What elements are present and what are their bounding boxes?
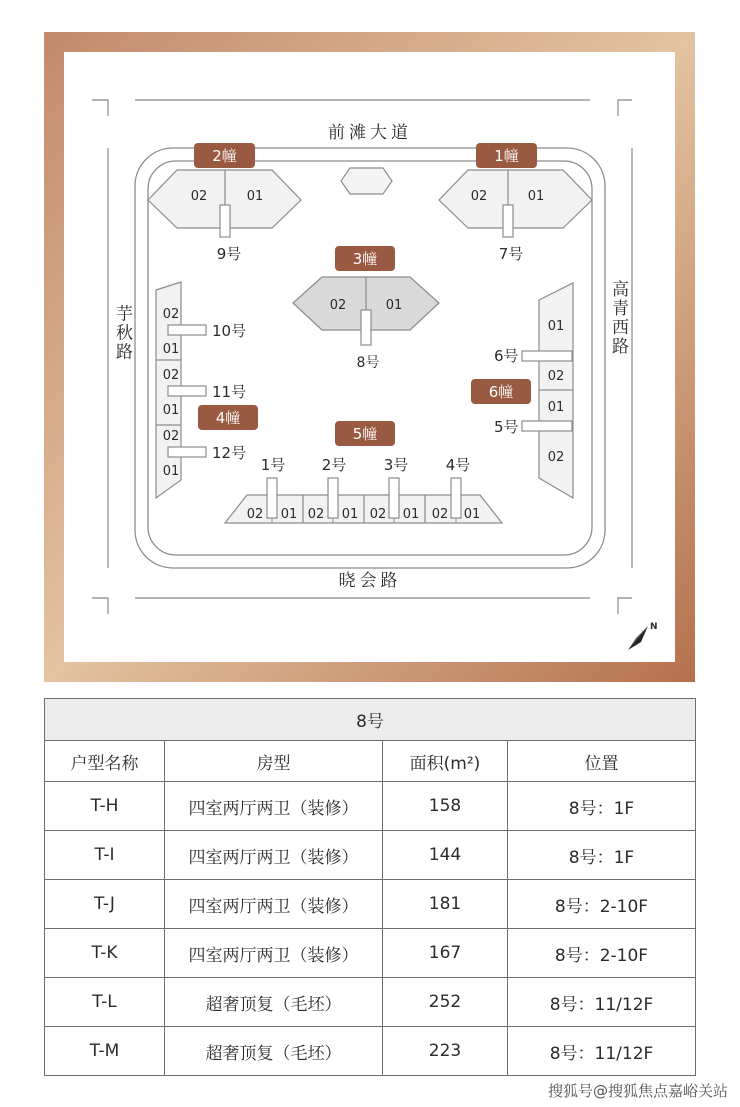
unit-code: 01: [246, 189, 264, 204]
table-cell: T-I: [45, 831, 165, 880]
svg-text:1幢: 1幢: [494, 147, 519, 165]
table-row: [45, 782, 696, 831]
unit-code: 01: [547, 400, 565, 415]
unit-type-table: [44, 698, 696, 1076]
table-cell: 四室两厅两卫（装修）: [165, 880, 383, 929]
table-row: [45, 831, 696, 880]
unit-code: 02: [431, 507, 449, 522]
table-cell: 8号：1F: [508, 831, 696, 880]
unit-code: 01: [527, 189, 545, 204]
amenity-hexagon: [341, 168, 392, 194]
table-cell: 8号：11/12F: [508, 1027, 696, 1076]
unit-code: 02: [547, 450, 565, 465]
table-cell: 144: [383, 831, 508, 880]
table-cell: 8号：2-10F: [508, 929, 696, 978]
watermark: 搜狐号@搜狐焦点嘉峪关站: [547, 1082, 728, 1100]
unit-code: 01: [385, 298, 403, 313]
unit-number-12: 12号: [212, 444, 247, 462]
table-row: [45, 880, 696, 929]
table-cell: T-H: [45, 782, 165, 831]
unit-number-2: 2号: [321, 456, 347, 474]
table-cell: 8号：2-10F: [508, 880, 696, 929]
street-east: 高青西路: [608, 280, 628, 356]
street-north: 前滩大道: [328, 123, 412, 143]
column-header: 面积(m²): [383, 741, 508, 782]
street-west: 芋秋路: [112, 304, 132, 362]
unit-code: 01: [463, 507, 481, 522]
unit-code: 02: [190, 189, 208, 204]
building-label-3: [335, 246, 395, 271]
table-title: 8号: [45, 699, 696, 741]
unit-code: 01: [402, 507, 420, 522]
svg-text:6幢: 6幢: [488, 383, 514, 401]
unit-code: 02: [307, 507, 325, 522]
unit-code: 01: [280, 507, 298, 522]
column-header: 位置: [508, 741, 696, 782]
unit-code: 02: [329, 298, 347, 313]
unit-number-1: 1号: [260, 456, 286, 474]
table-cell: T-K: [45, 929, 165, 978]
svg-text:2幢: 2幢: [212, 147, 237, 165]
table-cell: 8号：1F: [508, 782, 696, 831]
table-cell: 252: [383, 978, 508, 1027]
unit-code: 02: [547, 369, 565, 384]
table-cell: T-J: [45, 880, 165, 929]
unit-code: 01: [547, 319, 565, 334]
table-cell: 超奢顶复（毛坯）: [165, 1027, 383, 1076]
table-cell: 四室两厅两卫（装修）: [165, 929, 383, 978]
table-cell: T-L: [45, 978, 165, 1027]
unit-number-8: 8号: [356, 355, 380, 371]
unit-code: 01: [341, 507, 359, 522]
unit-number-9: 9号: [216, 245, 242, 263]
table-row: [45, 978, 696, 1027]
table-row: [45, 1027, 696, 1076]
table-cell: T-M: [45, 1027, 165, 1076]
table-cell: 四室两厅两卫（装修）: [165, 782, 383, 831]
unit-code: 02: [162, 307, 180, 322]
table-cell: 8号：11/12F: [508, 978, 696, 1027]
building-label-4: [198, 405, 258, 430]
table-cell: 181: [383, 880, 508, 929]
unit-number-10: 10号: [212, 322, 247, 340]
unit-code: 01: [162, 342, 180, 357]
unit-code: 02: [162, 368, 180, 383]
table-cell: 四室两厅两卫（装修）: [165, 831, 383, 880]
street-south: 晓会路: [338, 571, 402, 591]
unit-code: 02: [162, 429, 180, 444]
building-label-2: [194, 143, 255, 168]
unit-number-4: 4号: [445, 456, 471, 474]
unit-code: 02: [246, 507, 264, 522]
building-label-1: [476, 143, 537, 168]
unit-code: 01: [162, 403, 180, 418]
unit-number-6: 6号: [494, 347, 519, 365]
table-header-row: [45, 741, 696, 782]
svg-text:5幢: 5幢: [352, 425, 378, 443]
unit-code: 01: [162, 464, 180, 479]
building-label-6: [471, 379, 531, 404]
unit-code: 02: [369, 507, 387, 522]
table-row: [45, 929, 696, 978]
table-title-row: [45, 699, 696, 741]
table-cell: 167: [383, 929, 508, 978]
svg-text:4幢: 4幢: [215, 409, 241, 427]
table-cell: 超奢顶复（毛坯）: [165, 978, 383, 1027]
svg-text:3幢: 3幢: [352, 250, 378, 268]
unit-number-5: 5号: [494, 418, 519, 436]
unit-code: 02: [470, 189, 488, 204]
column-header: 房型: [165, 741, 383, 782]
building-label-5: [335, 421, 395, 446]
unit-number-3: 3号: [383, 456, 409, 474]
table-cell: 158: [383, 782, 508, 831]
table-cell: 223: [383, 1027, 508, 1076]
svg-text:N: N: [650, 622, 658, 632]
unit-number-7: 7号: [498, 245, 524, 263]
column-header: 户型名称: [45, 741, 165, 782]
unit-number-11: 11号: [212, 383, 247, 401]
